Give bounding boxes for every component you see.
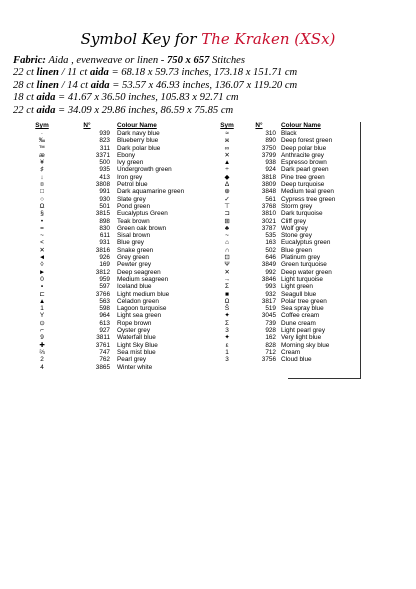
table-row	[20, 239, 212, 246]
table-row	[20, 232, 212, 239]
table-row	[20, 291, 212, 298]
colour-number: 3768	[261, 202, 276, 210]
table-row	[20, 218, 212, 225]
colour-number: 890	[265, 137, 276, 145]
symbol: ε	[225, 341, 229, 349]
colour-name: Rope brown	[117, 319, 152, 327]
table-row	[20, 283, 212, 290]
colour-number: 3815	[95, 210, 110, 218]
size-line-bold2: aida	[89, 67, 109, 79]
colour-name: Pearl grey	[117, 356, 147, 364]
colour-number: 502	[265, 246, 276, 254]
symbol: ⊏	[39, 290, 45, 298]
symbol: ▲	[223, 159, 231, 167]
colour-name: Celadon green	[117, 297, 159, 305]
colour-name: Sea mist blue	[117, 348, 156, 356]
colour-name: Dark aquamarine green	[117, 188, 185, 196]
table-row	[20, 298, 212, 305]
size-line-post: = 41.67 x 36.50 inches, 105.83 x 92.71 cm	[58, 92, 239, 104]
colour-name: Blueberry blue	[117, 137, 159, 145]
colour-number: 561	[265, 195, 276, 203]
symbol: ⊐	[224, 210, 230, 218]
header-num: N°	[255, 122, 263, 129]
title-pattern-name: The Kraken (XSx)	[201, 30, 336, 48]
colour-name: Light pearl grey	[281, 327, 326, 335]
colour-number: 3846	[261, 275, 276, 283]
colour-number: 935	[99, 166, 110, 174]
symbol: ¤	[40, 181, 44, 189]
colour-name: Seagull blue	[281, 290, 317, 298]
colour-name: Waterfall blue	[117, 334, 156, 342]
symbol: 2	[40, 356, 44, 364]
symbol: 0	[40, 275, 44, 283]
colour-number: 3808	[95, 181, 110, 189]
colour-name: Petrol blue	[117, 181, 148, 189]
colour-name: Blue grey	[117, 239, 144, 247]
symbol: ⌐	[40, 327, 44, 335]
colour-number: 932	[265, 290, 276, 298]
symbol: 3	[225, 356, 229, 364]
symbol: ▪	[40, 283, 44, 291]
size-line-pre: 22 ct	[13, 104, 34, 116]
colour-name: Coffee cream	[281, 312, 320, 320]
colour-name: Deep turquoise	[281, 181, 325, 189]
size-line-mid: / 11 ct	[61, 67, 88, 79]
colour-name: Winter white	[117, 363, 153, 371]
table-row	[20, 225, 212, 232]
colour-number: 613	[99, 319, 110, 327]
colour-number: 964	[99, 312, 110, 320]
table-row	[20, 152, 212, 159]
table-row	[20, 130, 212, 137]
colour-number: 823	[99, 137, 110, 145]
symbol: ⊡	[224, 254, 230, 262]
fabric-label: Fabric:	[13, 55, 46, 66]
colour-number: 959	[99, 275, 110, 283]
symbol: 9	[40, 334, 44, 342]
colour-number: 739	[265, 319, 276, 327]
colour-number: 519	[265, 305, 276, 313]
colour-name: Light sea green	[117, 312, 162, 320]
colour-name: Polar tree green	[281, 297, 327, 305]
table-row	[20, 159, 212, 166]
symbol: ✓	[224, 195, 230, 203]
colour-number: 3045	[261, 312, 276, 320]
colour-name: Storm grey	[281, 202, 313, 210]
table-header	[20, 122, 212, 130]
table-frame	[288, 122, 361, 379]
colour-name: Iron grey	[117, 173, 143, 181]
colour-number: 747	[99, 348, 110, 356]
colour-number: 3756	[261, 356, 276, 364]
colour-number: 597	[99, 283, 110, 291]
colour-name: Very light blue	[281, 334, 322, 342]
colour-name: Pond green	[117, 202, 151, 210]
colour-name: Morning sky blue	[281, 341, 330, 349]
colour-name: Cream	[281, 348, 301, 356]
colour-number: 646	[265, 254, 276, 262]
colour-number: 163	[265, 239, 276, 247]
colour-name: Ivy green	[117, 159, 144, 167]
colour-number: 828	[265, 341, 276, 349]
symbol: ⅔	[39, 348, 45, 356]
colour-number: 3817	[261, 297, 276, 305]
symbol: ⌂	[225, 239, 229, 247]
colour-number: 3812	[95, 268, 110, 276]
symbol: ◄	[38, 254, 46, 262]
colour-number: 598	[99, 305, 110, 313]
table-row	[20, 269, 212, 276]
symbol: ■	[225, 290, 229, 298]
colour-number: 500	[99, 159, 110, 167]
table-row	[20, 305, 212, 312]
colour-number: 938	[265, 159, 276, 167]
symbol: 1	[225, 348, 229, 356]
symbol: ⊕	[224, 188, 230, 196]
symbol: ✕	[224, 268, 230, 276]
symbol: □	[40, 188, 44, 196]
colour-name: Grey green	[117, 254, 149, 262]
colour-name: Dune cream	[281, 319, 316, 327]
size-line-post: = 68.18 x 59.73 inches, 173.18 x 151.71 cm	[111, 67, 298, 79]
size-line-post: = 34.09 x 29.86 inches, 86.59 x 75.85 cm	[58, 104, 234, 116]
symbol: ♣	[224, 224, 230, 232]
table-row	[20, 145, 212, 152]
symbol: ♯	[40, 166, 44, 174]
symbol: ✦	[224, 312, 230, 320]
colour-name: Pewter grey	[117, 261, 152, 269]
size-line	[13, 105, 408, 117]
symbol: Ω	[39, 202, 45, 210]
colour-number: 3766	[95, 290, 110, 298]
size-line-mid: / 14 ct	[61, 79, 89, 91]
table-row	[20, 327, 212, 334]
stitches-count: 750 x 657	[167, 55, 210, 66]
size-line-bold2: aida	[36, 104, 56, 116]
colour-name: Ebony	[117, 151, 136, 159]
colour-number: 928	[265, 327, 276, 335]
colour-number: 3811	[96, 334, 110, 342]
colour-number: 939	[99, 130, 110, 137]
symbol: ✕	[39, 246, 45, 254]
symbol: ◆	[224, 173, 230, 181]
size-line-pre: 28 ct	[13, 79, 34, 91]
symbol: <	[40, 239, 44, 247]
colour-number: 311	[99, 144, 110, 152]
table-row	[20, 356, 212, 363]
page-title	[0, 30, 416, 48]
size-line	[13, 92, 408, 104]
symbol: 3	[225, 327, 229, 335]
symbol: Σ	[225, 319, 229, 327]
colour-number: 611	[99, 232, 110, 240]
colour-number: 830	[99, 224, 110, 232]
table-row	[20, 188, 212, 195]
symbol: ·	[40, 130, 44, 137]
table-row	[20, 320, 212, 327]
table-row	[20, 364, 212, 371]
colour-name: Black	[281, 130, 297, 137]
colour-name: Deep water green	[281, 268, 332, 276]
size-line-post: = 53.57 x 46.93 inches, 136.07 x 119.20 cm	[112, 79, 298, 91]
colour-name: Platinum grey	[281, 254, 321, 262]
colour-number: 712	[265, 348, 276, 356]
symbol: →	[223, 275, 231, 283]
symbol: §	[40, 210, 44, 218]
colour-number: 3799	[261, 151, 276, 159]
table-row	[20, 261, 212, 268]
colour-number: 3848	[261, 188, 276, 196]
size-line	[13, 67, 408, 79]
colour-name: Undergrowth green	[117, 166, 172, 174]
symbol: 1	[40, 305, 44, 313]
table-row	[20, 166, 212, 173]
symbol: Ŝ	[224, 305, 230, 313]
title-prefix: Symbol Key for	[80, 30, 197, 48]
colour-name: Cloud blue	[281, 356, 312, 364]
size-line-pre: 18 ct	[13, 92, 34, 104]
colour-number: 898	[99, 217, 110, 225]
colour-name: Cliff grey	[281, 217, 307, 225]
symbol: ✕	[224, 151, 230, 159]
colour-name: Iceland blue	[117, 283, 152, 291]
colour-number: 927	[99, 327, 110, 335]
colour-name: Cypress tree green	[281, 195, 336, 203]
table-row	[20, 174, 212, 181]
colour-number: 992	[265, 268, 276, 276]
table-row	[20, 210, 212, 217]
colour-name: Light green	[281, 283, 313, 291]
symbol: æ	[39, 151, 45, 159]
colour-name: Teak brown	[117, 217, 150, 225]
symbol-table-left	[20, 122, 212, 371]
colour-number: 991	[99, 188, 110, 196]
symbol: ж	[224, 137, 230, 145]
symbol: ✦	[224, 334, 230, 342]
colour-number: 169	[99, 261, 110, 269]
symbol: ►	[38, 268, 46, 276]
colour-name: Deep forest green	[281, 137, 333, 145]
colour-name: Sisal brown	[117, 232, 151, 240]
colour-name: Espresso brown	[281, 159, 327, 167]
table-row	[20, 312, 212, 319]
colour-number: 3021	[261, 217, 276, 225]
colour-name: Green turquoise	[281, 261, 327, 269]
colour-name: Dark pearl green	[281, 166, 329, 174]
symbol: ∞	[224, 144, 230, 152]
colour-name: Stone grey	[281, 232, 312, 240]
table-row	[20, 334, 212, 341]
colour-number: 563	[99, 297, 110, 305]
symbol: •	[40, 217, 44, 225]
header-num: N°	[83, 122, 91, 129]
colour-name: Medium teal green	[281, 188, 334, 196]
table-row	[20, 247, 212, 254]
table-row	[20, 276, 212, 283]
symbol: ◊	[40, 261, 44, 269]
symbol: Y	[39, 312, 45, 320]
symbol: ⊞	[224, 217, 230, 225]
colour-name: Deep polar blue	[281, 144, 327, 152]
colour-name: Eucalyptus Green	[117, 210, 168, 218]
stitches-label: Stitches	[212, 55, 245, 66]
symbol: ⊙	[39, 319, 45, 327]
colour-number: 993	[265, 283, 276, 291]
symbol: Ω	[224, 297, 230, 305]
colour-name: Snake green	[117, 246, 154, 254]
size-line-pre: 22 ct	[13, 67, 34, 79]
colour-name: Light medium blue	[117, 290, 170, 298]
size-line-bold: linen	[36, 79, 59, 91]
colour-number: 3787	[261, 224, 276, 232]
colour-number: 162	[265, 334, 276, 342]
colour-name: Light Sky Blue	[117, 341, 158, 349]
size-line-bold: linen	[36, 67, 59, 79]
symbol: ○	[40, 195, 44, 203]
symbol: ¥	[40, 159, 44, 167]
colour-name: Oyster grey	[117, 327, 151, 335]
colour-number: 924	[265, 166, 276, 174]
table-row	[20, 342, 212, 349]
colour-number: 3818	[261, 173, 276, 181]
symbol: ⊤	[224, 202, 230, 210]
left-rows	[20, 130, 212, 371]
colour-name: Lagoon turquoise	[117, 305, 167, 313]
size-line-bold2: aida	[36, 92, 56, 104]
colour-name: Pine tree green	[281, 173, 325, 181]
size-line	[13, 80, 408, 92]
colour-name: Eucalyptus green	[281, 239, 331, 247]
size-lines	[13, 67, 408, 117]
colour-number: 3761	[95, 341, 110, 349]
header-sym: Sym	[35, 122, 49, 129]
colour-number: 3849	[261, 261, 276, 269]
symbol: ✚	[39, 341, 45, 349]
colour-number: 926	[99, 254, 110, 262]
colour-name: Medium seagreen	[117, 275, 169, 283]
table-row	[20, 137, 212, 144]
symbol: =	[40, 224, 44, 232]
symbol: ∩	[224, 246, 230, 254]
symbol: ▲	[38, 297, 46, 305]
fabric-info	[13, 55, 408, 117]
table-row	[20, 203, 212, 210]
colour-name: Light turquoise	[281, 275, 323, 283]
colour-number: 930	[99, 195, 110, 203]
symbol: ™	[38, 144, 46, 152]
colour-name: Dark turquoise	[281, 210, 323, 218]
colour-number: 762	[99, 356, 110, 364]
colour-number: 3750	[261, 144, 276, 152]
header-name: Colour Name	[117, 122, 157, 129]
header-name: Colour Name	[281, 122, 321, 129]
symbol: ↓	[40, 173, 44, 181]
symbol: Σ	[225, 283, 229, 291]
colour-number: 501	[99, 202, 110, 210]
colour-number: 3810	[261, 210, 276, 218]
table-row	[20, 181, 212, 188]
colour-name: Deep seagreen	[117, 268, 161, 276]
colour-name: Dark polar blue	[117, 144, 161, 152]
table-row	[20, 196, 212, 203]
colour-name: Wolf grey	[281, 224, 308, 232]
symbol: Ψ	[224, 261, 230, 269]
colour-number: 310	[265, 130, 276, 137]
colour-name: Slate grey	[117, 195, 146, 203]
symbol: ~	[225, 232, 229, 240]
colour-name: Sea spray blue	[281, 305, 324, 313]
symbol: 4	[40, 363, 44, 371]
fabric-line	[13, 55, 408, 67]
colour-number: 931	[99, 239, 110, 247]
colour-number: 3371	[95, 151, 110, 159]
symbol: ÷	[225, 166, 229, 174]
colour-number: 535	[265, 232, 276, 240]
colour-number: 3816	[95, 246, 110, 254]
symbol: ~	[40, 232, 44, 240]
colour-number: 413	[99, 173, 110, 181]
size-line-bold2: aida	[90, 79, 110, 91]
fabric-text: Aida , evenweave or linen -	[48, 55, 165, 66]
symbol: ‰	[38, 137, 46, 145]
colour-number: 3865	[95, 363, 110, 371]
colour-name: Dark navy blue	[117, 130, 160, 137]
colour-name: Blue green	[281, 246, 312, 254]
table-row	[20, 349, 212, 356]
table-row	[20, 254, 212, 261]
colour-number: 3809	[261, 181, 276, 189]
colour-name: Anthracite grey	[281, 151, 324, 159]
symbol: Δ	[224, 181, 230, 189]
colour-name: Green oak brown	[117, 224, 167, 232]
symbol: ≈	[225, 130, 229, 137]
header-sym: Sym	[220, 122, 234, 129]
